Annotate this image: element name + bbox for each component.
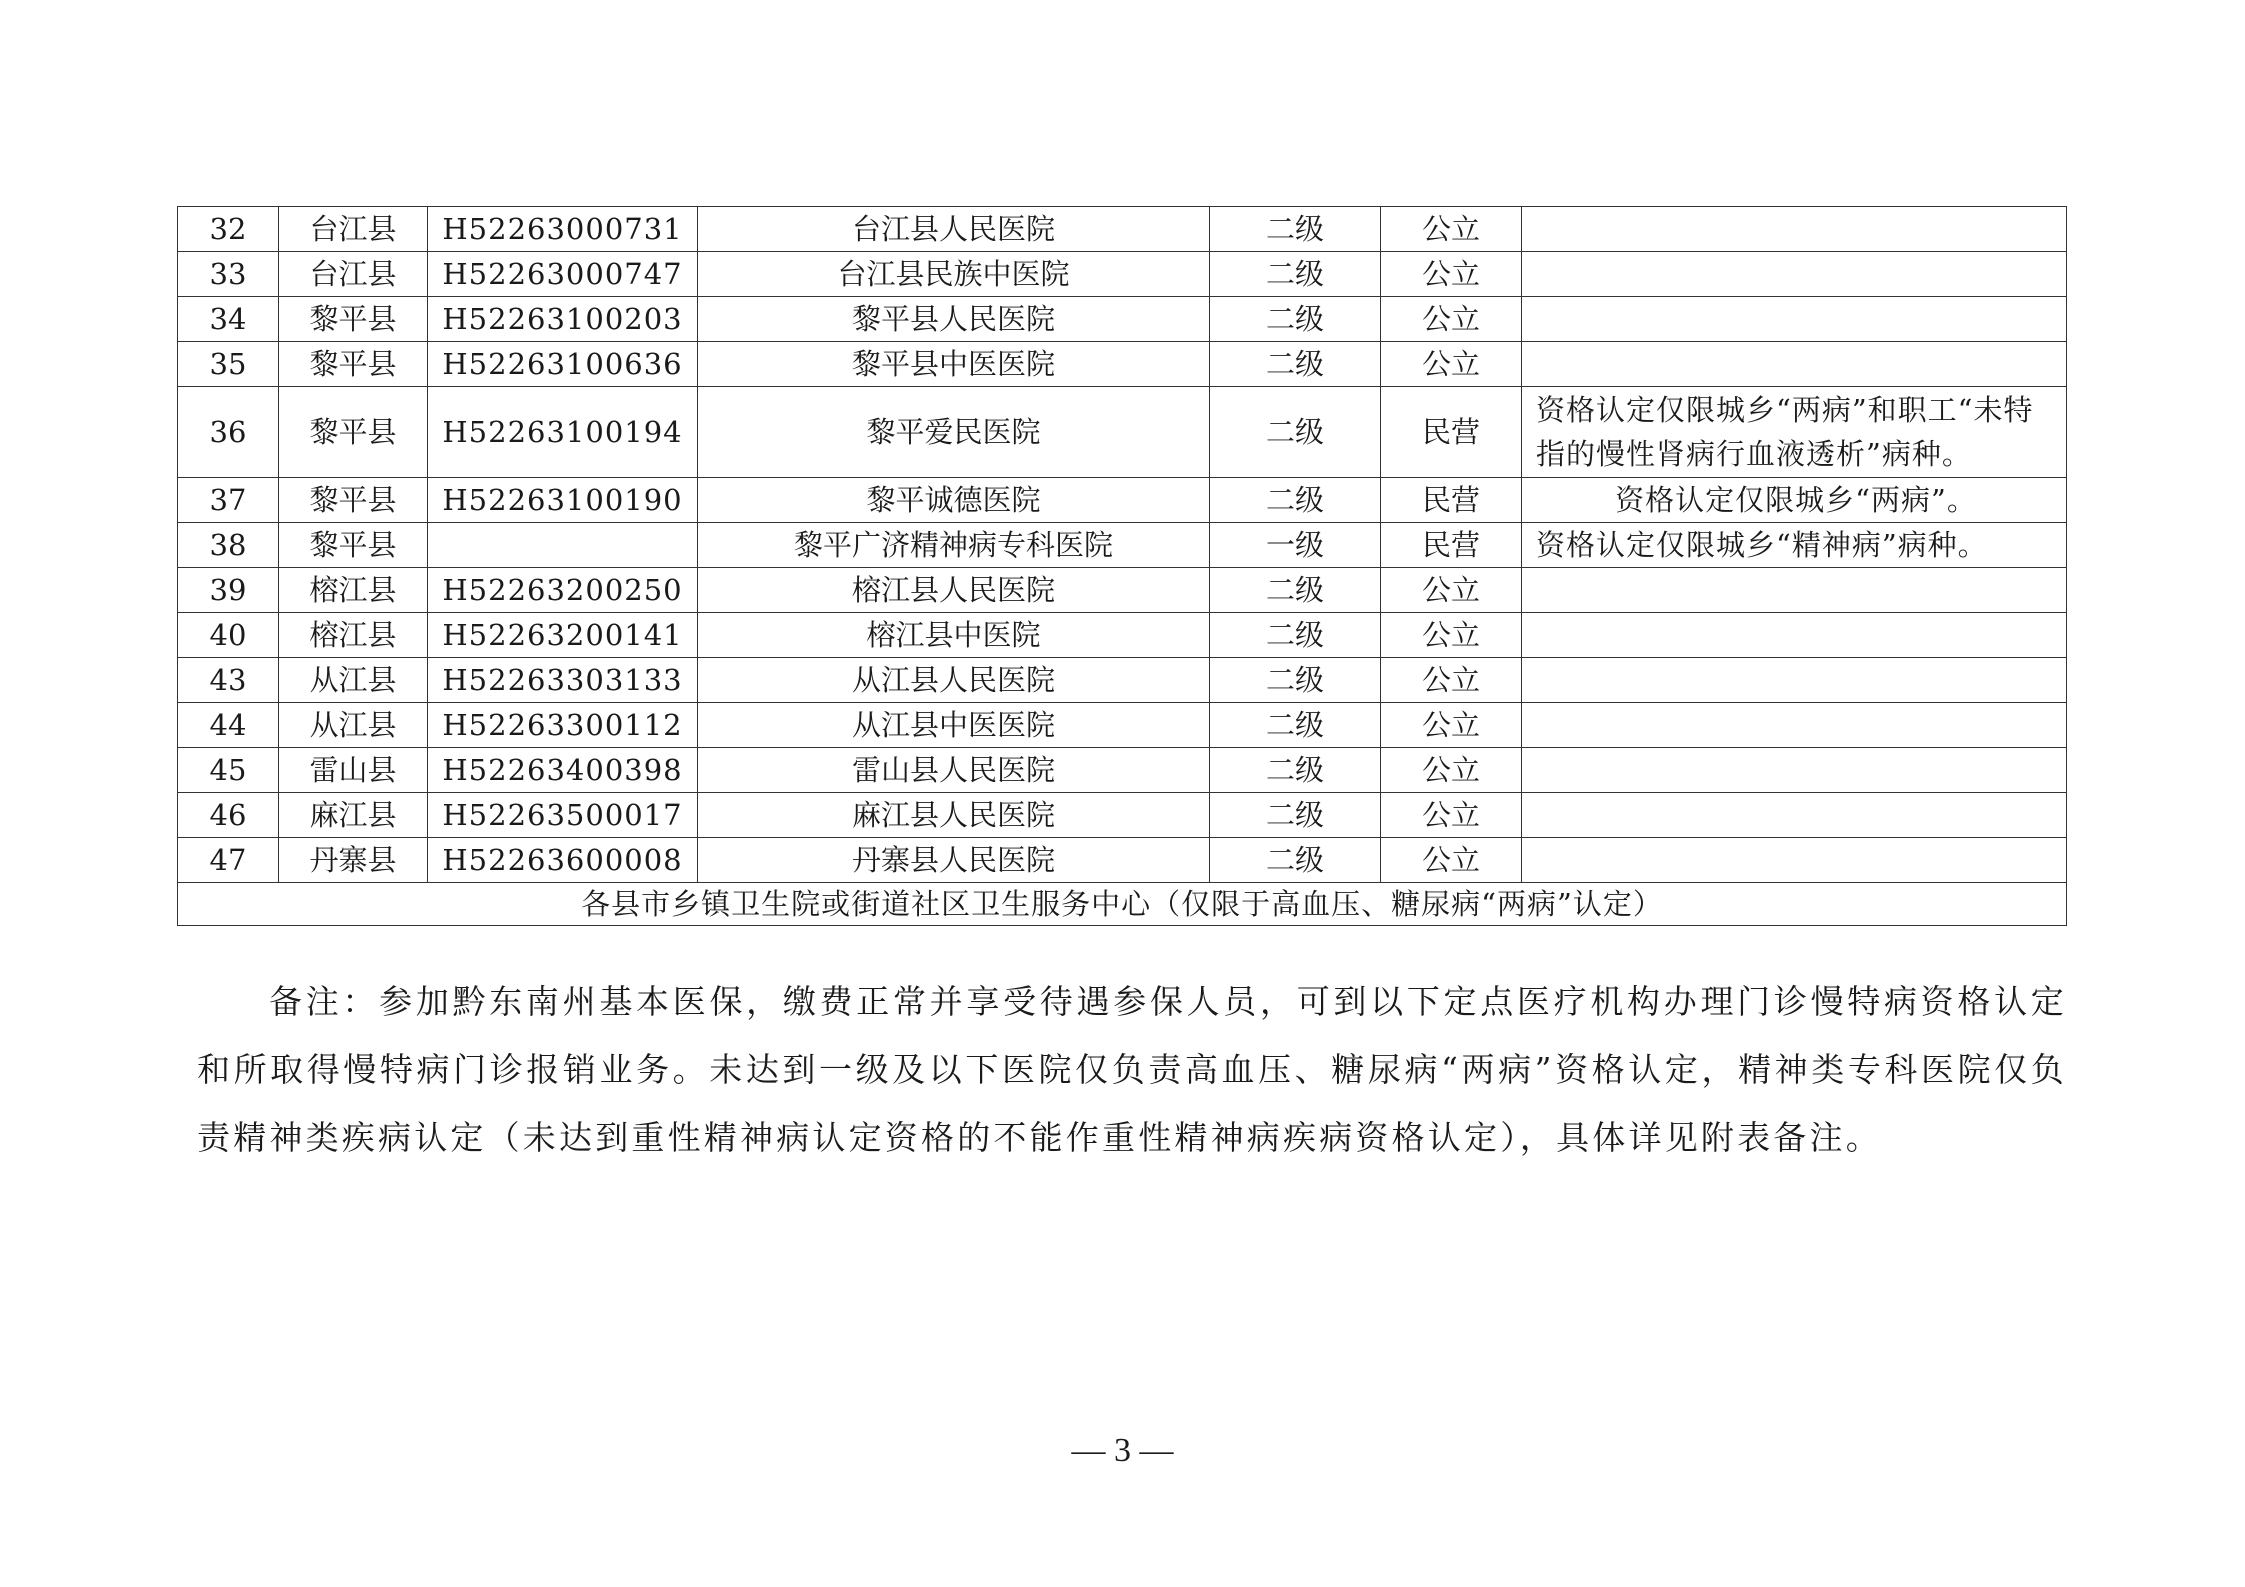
table-footer-row [178,883,2067,926]
hospital-name: 黎平爱民医院 [698,387,1210,478]
table-row [178,478,2067,523]
ownership-type: 公立 [1381,748,1522,793]
institution-code: H52263500017 [428,793,698,838]
table-row [178,387,2067,478]
hospital-table [177,206,2067,926]
county: 台江县 [279,252,428,297]
ownership-type: 公立 [1381,793,1522,838]
hospital-name: 榕江县人民医院 [698,568,1210,613]
row-number: 40 [178,613,279,658]
row-number: 38 [178,523,279,568]
table-row [178,793,2067,838]
hospital-level: 一级 [1210,523,1381,568]
note [1522,658,2067,703]
ownership-type: 民营 [1381,523,1522,568]
hospital-name: 榕江县中医院 [698,613,1210,658]
county: 黎平县 [279,478,428,523]
note [1522,568,2067,613]
note: 资格认定仅限城乡“两病”和职工“未特指的慢性肾病行血液透析”病种。 [1522,387,2067,478]
row-number: 43 [178,658,279,703]
hospital-level: 二级 [1210,207,1381,252]
row-number: 46 [178,793,279,838]
ownership-type: 公立 [1381,568,1522,613]
table-row [178,703,2067,748]
row-number: 33 [178,252,279,297]
ownership-type: 公立 [1381,207,1522,252]
hospital-name: 台江县人民医院 [698,207,1210,252]
note [1522,297,2067,342]
hospital-name: 雷山县人民医院 [698,748,1210,793]
institution-code: H52263000731 [428,207,698,252]
table-row [178,838,2067,883]
county: 从江县 [279,658,428,703]
row-number: 45 [178,748,279,793]
note [1522,838,2067,883]
hospital-level: 二级 [1210,252,1381,297]
county: 黎平县 [279,297,428,342]
page-number: — 3 — [1071,1432,1174,1469]
table-row [178,342,2067,387]
ownership-type: 民营 [1381,478,1522,523]
county: 雷山县 [279,748,428,793]
hospital-name: 丹寨县人民医院 [698,838,1210,883]
row-number: 34 [178,297,279,342]
table-row [178,523,2067,568]
county: 黎平县 [279,523,428,568]
county: 黎平县 [279,342,428,387]
ownership-type: 公立 [1381,838,1522,883]
county: 榕江县 [279,613,428,658]
hospital-level: 二级 [1210,748,1381,793]
institution-code [428,523,698,568]
institution-code: H52263100636 [428,342,698,387]
county: 台江县 [279,207,428,252]
hospital-name: 黎平诚德医院 [698,478,1210,523]
ownership-type: 公立 [1381,297,1522,342]
institution-code: H52263000747 [428,252,698,297]
note [1522,207,2067,252]
hospital-level: 二级 [1210,568,1381,613]
row-number: 47 [178,838,279,883]
ownership-type: 公立 [1381,658,1522,703]
ownership-type: 公立 [1381,613,1522,658]
institution-code: H52263100203 [428,297,698,342]
table-row [178,748,2067,793]
note [1522,613,2067,658]
row-number: 35 [178,342,279,387]
institution-code: H52263303133 [428,658,698,703]
table-row [178,568,2067,613]
table-row [178,297,2067,342]
note [1522,252,2067,297]
ownership-type: 公立 [1381,703,1522,748]
note [1522,342,2067,387]
ownership-type: 公立 [1381,252,1522,297]
table-row [178,207,2067,252]
hospital-level: 二级 [1210,838,1381,883]
note: 资格认定仅限城乡“精神病”病种。 [1522,523,2067,568]
ownership-type: 公立 [1381,342,1522,387]
institution-code: H52263200250 [428,568,698,613]
hospital-level: 二级 [1210,387,1381,478]
hospital-level: 二级 [1210,793,1381,838]
hospital-level: 二级 [1210,703,1381,748]
hospital-level: 二级 [1210,613,1381,658]
institution-code: H52263600008 [428,838,698,883]
note [1522,703,2067,748]
table-footer: 各县市乡镇卫生院或街道社区卫生服务中心（仅限于高血压、糖尿病“两病”认定） [178,883,2067,926]
hospital-name: 黎平县中医医院 [698,342,1210,387]
hospital-level: 二级 [1210,478,1381,523]
table-row [178,658,2067,703]
institution-code: H52263300112 [428,703,698,748]
row-number: 44 [178,703,279,748]
institution-code: H52263400398 [428,748,698,793]
hospital-name: 台江县民族中医院 [698,252,1210,297]
hospital-level: 二级 [1210,342,1381,387]
hospital-level: 二级 [1210,658,1381,703]
county: 麻江县 [279,793,428,838]
hospital-name: 从江县中医医院 [698,703,1210,748]
remark-paragraph: 备注：参加黔东南州基本医保，缴费正常并享受待遇参保人员，可到以下定点医疗机构办理门诊慢特病资格认定和所取得慢特病门诊报销业务。未达到一级及以下医院仅负责高血压、糖尿病“两病”资格认定，精神类专科医院仅负责精神类疾病认定（未达到重性精神病认定资格的不能作重性精神病疾病资格认定），具体详见附表备注。 [197,982,2067,1157]
row-number: 32 [178,207,279,252]
institution-code: H52263100190 [428,478,698,523]
note [1522,748,2067,793]
county: 榕江县 [279,568,428,613]
table-row [178,252,2067,297]
table-row [178,613,2067,658]
row-number: 37 [178,478,279,523]
county: 黎平县 [279,387,428,478]
hospital-name: 麻江县人民医院 [698,793,1210,838]
county: 丹寨县 [279,838,428,883]
hospital-name: 黎平广济精神病专科医院 [698,523,1210,568]
county: 从江县 [279,703,428,748]
note [1522,793,2067,838]
hospital-level: 二级 [1210,297,1381,342]
hospital-name: 黎平县人民医院 [698,297,1210,342]
row-number: 39 [178,568,279,613]
institution-code: H52263200141 [428,613,698,658]
institution-code: H52263100194 [428,387,698,478]
note: 资格认定仅限城乡“两病”。 [1522,478,2067,523]
hospital-name: 从江县人民医院 [698,658,1210,703]
ownership-type: 民营 [1381,387,1522,478]
row-number: 36 [178,387,279,478]
